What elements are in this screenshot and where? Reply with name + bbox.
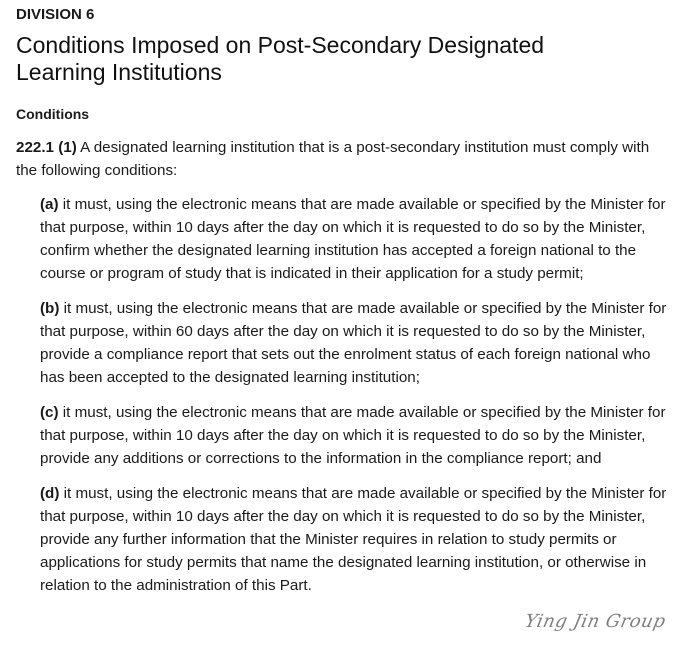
paragraph-a xyxy=(16,193,668,285)
page-title-line-2: Learning Institutions xyxy=(16,59,222,85)
paragraph-b xyxy=(16,297,668,389)
paragraph-label: (b) xyxy=(40,300,60,317)
section-number: 222.1 (1) xyxy=(16,139,77,156)
paragraph-text: it must, using the electronic means that are made available or specified by the Minister for that purpose, within 60 days after the day on which it is requested to do so by the Minister, provide a compliance report that sets out the enrolment status of each foreign national who has been accepted to the designated learning institution; xyxy=(40,300,667,386)
paragraph-label: (a) xyxy=(40,196,59,213)
document-page xyxy=(16,6,668,597)
paragraph-d xyxy=(16,482,668,597)
page-title xyxy=(16,32,668,86)
division-label: DIVISION 6 xyxy=(16,6,95,23)
page-title-line-1: Conditions Imposed on Post-Secondary Designated xyxy=(16,32,545,58)
paragraph-c xyxy=(16,401,668,470)
paragraph-label: (d) xyxy=(40,485,60,502)
paragraph-text: it must, using the electronic means that are made available or specified by the Minister for that purpose, within 10 days after the day on which it is requested to do so by the Minister, provide any further information that the Minister requires in relation to study permits or applications for study permits that name the designated learning institution, or otherwise in relation to the administration of this Part. xyxy=(40,485,667,594)
section-subheading: Conditions xyxy=(16,106,90,122)
paragraph-text: it must, using the electronic means that are made available or specified by the Minister for that purpose, within 10 days after the day on which it is requested to do so by the Minister, confirm whether the designated learning institution has accepted a foreign national to the course or program of study that is indicated in their application for a study permit; xyxy=(40,196,666,282)
paragraph-label: (c) xyxy=(40,404,59,421)
section-intro xyxy=(16,136,668,182)
watermark: Ying Jin Group xyxy=(522,611,668,632)
paragraph-text: it must, using the electronic means that are made available or specified by the Minister for that purpose, within 10 days after the day on which it is requested to do so by the Minister, provide any additions or corrections to the information in the compliance report; and xyxy=(40,404,666,467)
section-intro-text: A designated learning institution that is a post-secondary institution must comply with the following conditions: xyxy=(16,139,650,179)
